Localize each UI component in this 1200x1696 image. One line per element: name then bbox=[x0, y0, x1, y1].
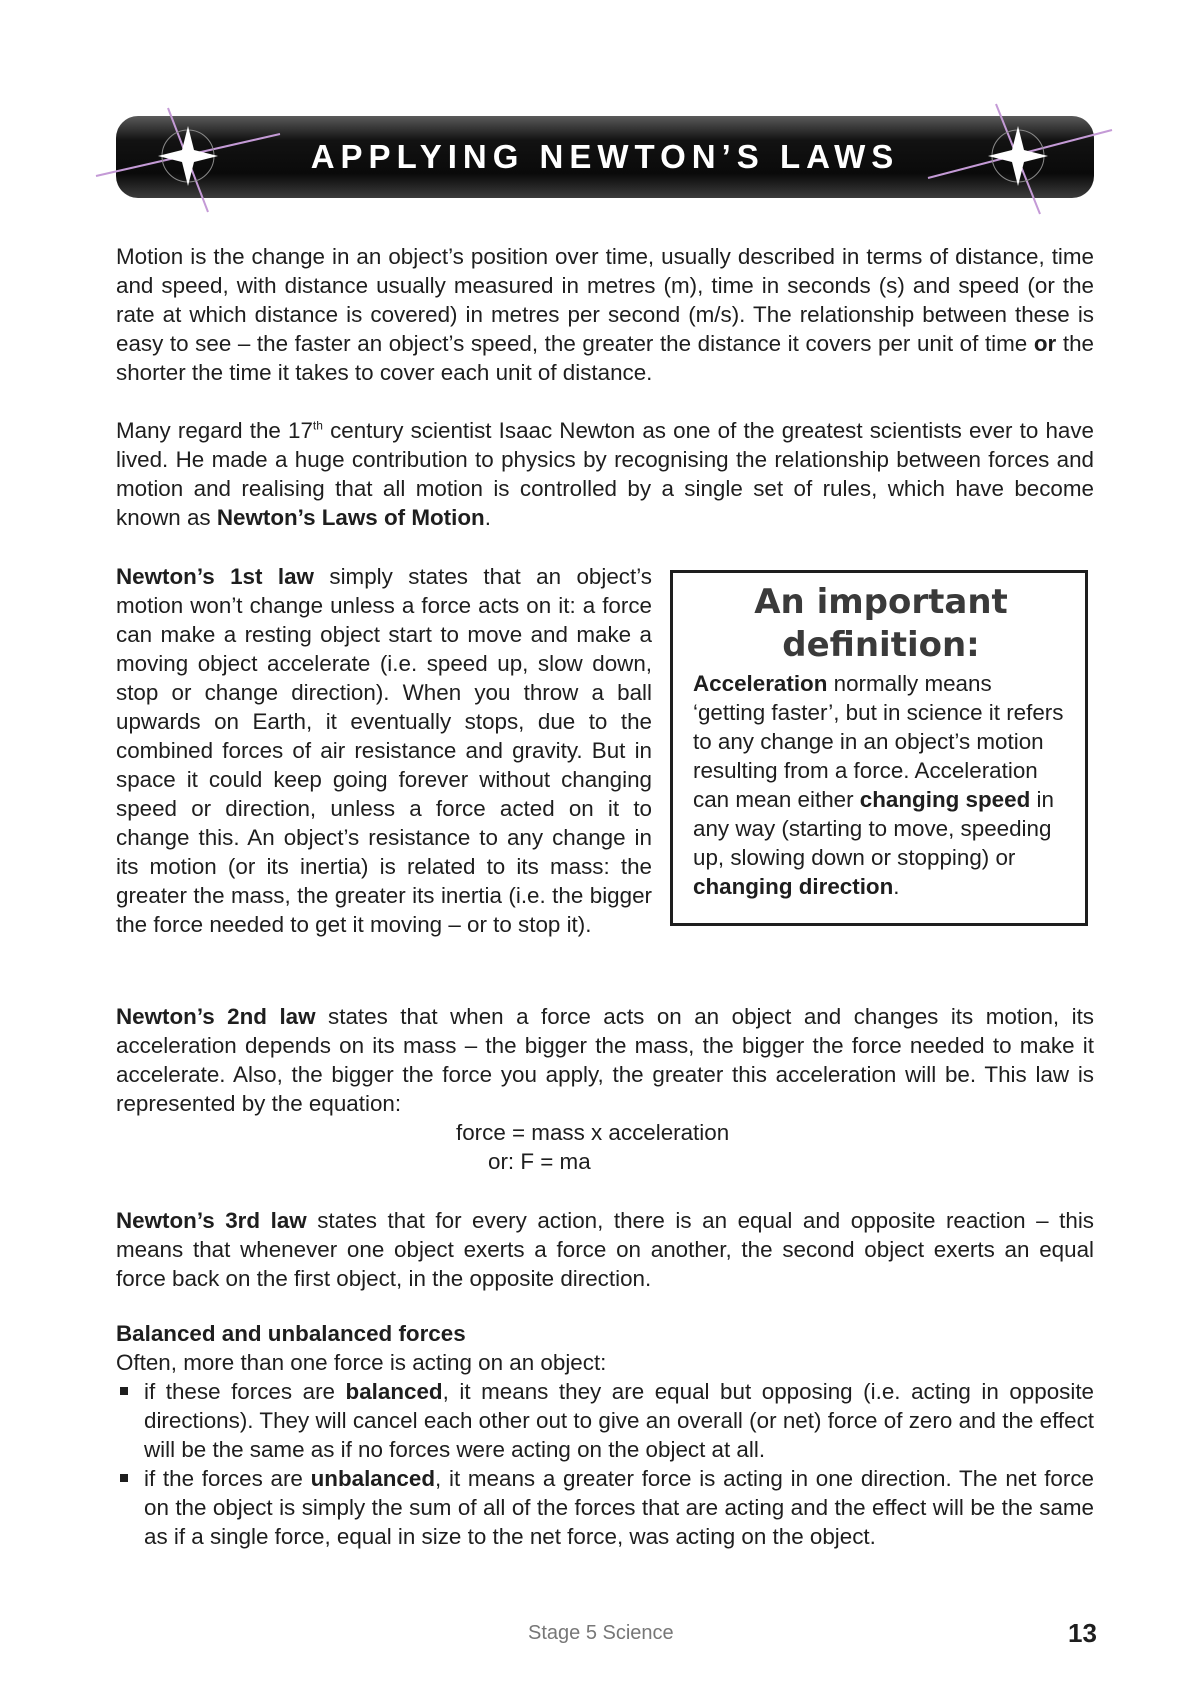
left-star-decoration bbox=[90, 100, 290, 220]
first-law-paragraph: Newton’s 1st law simply states that an object’s motion won’t change unless a force acts on it: a force can make a resting object start to move and make a moving object accelerate (i.e. speed up, slow down, stop or change direction). When you throw a ball upwards on Earth, it eventually stops, due to the combined forces of air resistance and gravity. But in space it could keep going forever without changing speed or direction, unless a force acted on it to change this. An object’s resistance to any change in its motion (or its inertia) is related to its mass: the greater the mass, the greater its inertia (i.e. the bigger the force needed to get it moving – or to stop it). bbox=[116, 564, 652, 937]
balanced-forces-intro: Often, more than one force is acting on an object: bbox=[116, 1350, 607, 1375]
footer-label: Stage 5 Science bbox=[528, 1622, 674, 1644]
intro-paragraph-1: Motion is the change in an object’s position over time, usually described in terms of distance, time and speed, with distance usually measured in metres (m), time in seconds (s) and speed (or the rate at which distance is covered) in metres per second (m/s). The relationship between these is easy to see – the faster an object’s speed, the greater the distance it covers per unit of time or the shorter the time it takes to cover each unit of distance. bbox=[116, 244, 1094, 385]
list-item: if the forces are unbalanced, it means a greater force is acting in one direction. The net force on the object is simply the sum of all of the forces that are acting and the effect will be the same as if a single force, equal in size to the net force, was acting on the object. bbox=[116, 1464, 1094, 1551]
page-title: APPLYING NEWTON’S LAWS bbox=[310, 138, 900, 175]
second-law-paragraph: Newton’s 2nd law states that when a force acts on an object and changes its motion, its acceleration depends on its mass – the bigger the mass, the bigger the force needed to make it accelerate. Also, the bigger the force you apply, the greater this acceleration will be. This law is represented by the equation: bbox=[116, 1004, 1095, 1116]
emphasis-or: or bbox=[1033, 331, 1057, 356]
intro-paragraph-2: Many regard the 17th century scientist Isaac Newton as one of the greatest scientists ever to have lived. He made a huge contribution to physics by recognising the relationship between forces and motion and realising that all motion is controlled by a single set of rules, which have become known as Newton’s Laws of Motion. bbox=[116, 418, 1095, 530]
laws-of-motion-term: Newton’s Laws of Motion bbox=[216, 505, 485, 530]
first-law-title: Newton’s 1st law bbox=[116, 564, 314, 589]
third-law-title: Newton’s 3rd law bbox=[116, 1208, 307, 1233]
page-number: 13 bbox=[1068, 1618, 1097, 1648]
third-law-paragraph: Newton’s 3rd law states that for every action, there is an equal and opposite reaction – this means that whenever one object exerts a force on another, the second object exerts an equal force back on the first object, in the opposite direction. bbox=[116, 1208, 1094, 1291]
second-law-title: Newton’s 2nd law bbox=[116, 1004, 316, 1029]
definition-box bbox=[670, 570, 1088, 926]
definition-text: Acceleration normally means ‘getting faster’, but in science it refers to any change in an object’s motion resulting from a force. Acceleration can mean either changing speed in any way (starting to move, speeding up, slowing down or stopping) or changing direction. bbox=[693, 671, 1064, 899]
balanced-forces-section bbox=[116, 1319, 1094, 1377]
definition-heading: An important definition: bbox=[754, 582, 1008, 665]
list-item: if these forces are balanced, it means they are equal but opposing (i.e. acting in opposite directions). They will cancel each other out to give an overall (or net) force of zero and the effect will be the same as if no forces were acting on the object at all. bbox=[116, 1377, 1094, 1464]
forces-bullet-list bbox=[116, 1377, 1094, 1551]
balanced-forces-heading: Balanced and unbalanced forces bbox=[116, 1321, 466, 1346]
equation-line-2: or: F = ma bbox=[488, 1149, 591, 1174]
equation-line-1: force = mass x acceleration bbox=[456, 1120, 730, 1145]
right-star-decoration bbox=[918, 100, 1118, 220]
